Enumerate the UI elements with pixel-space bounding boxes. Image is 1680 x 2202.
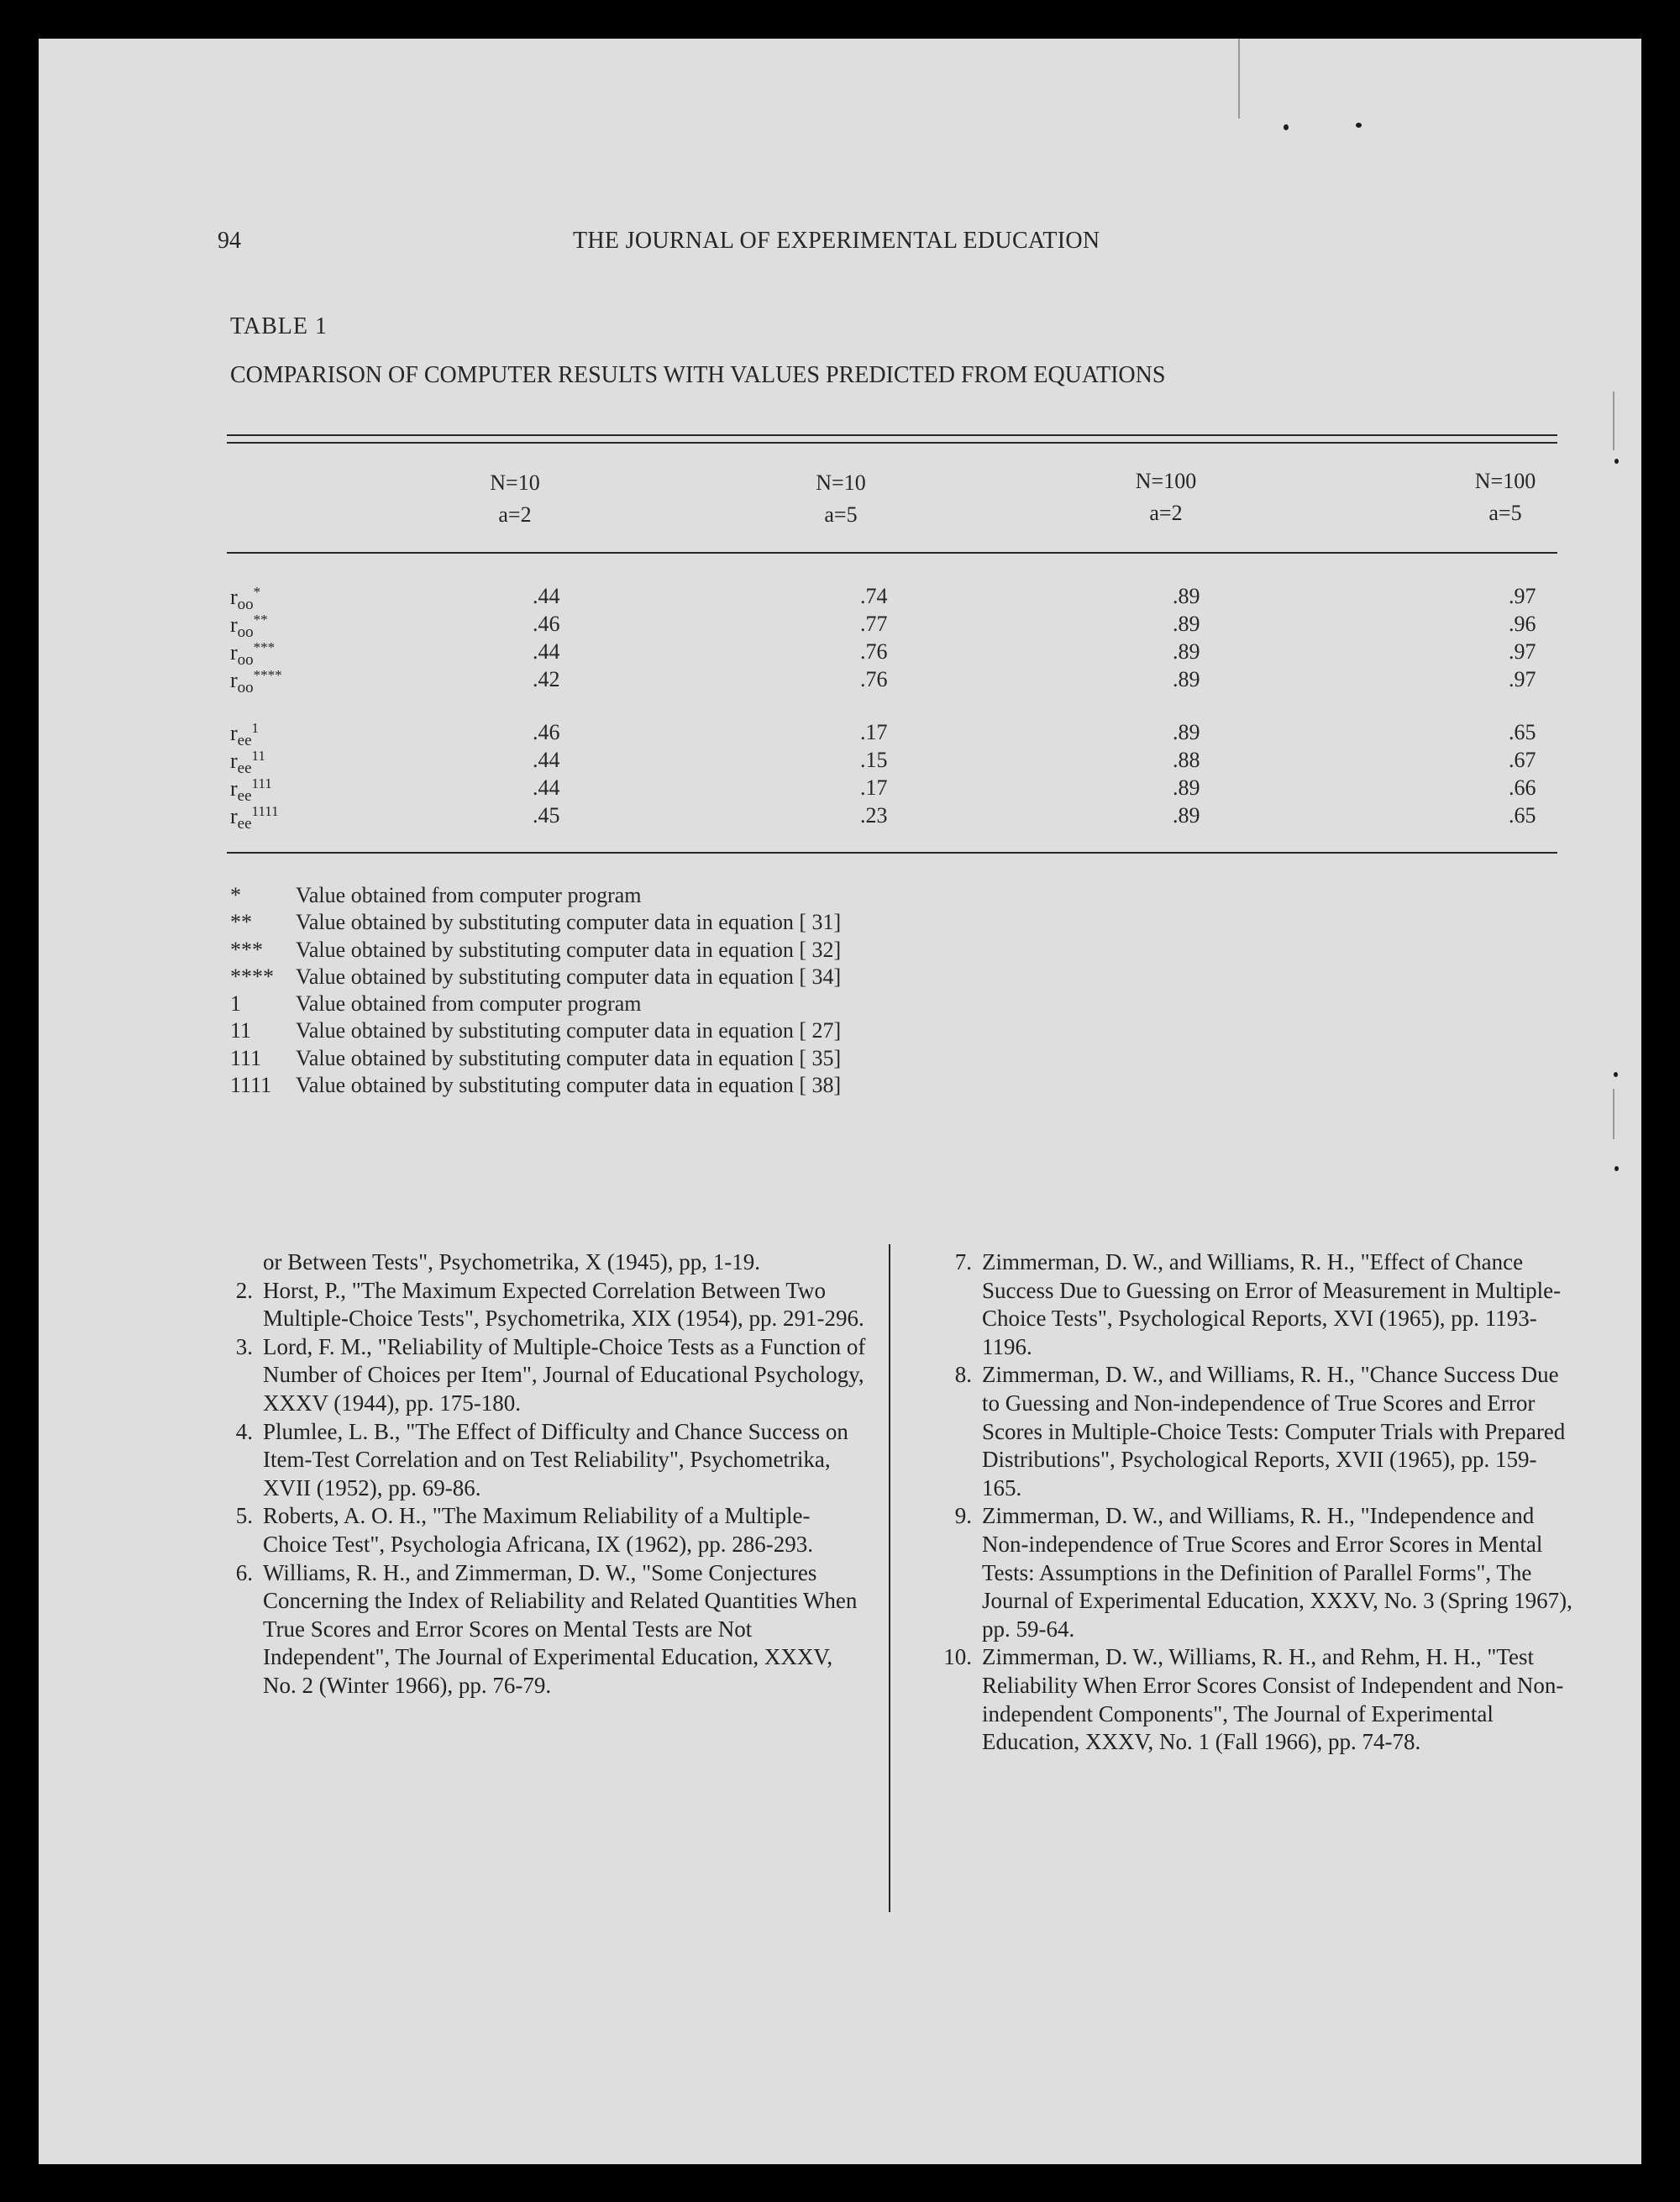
row-label: [230, 803, 279, 833]
reference-text: Zimmerman, D. W., and Williams, R. H., "Chance Success Due to Guessing and Non-independence of True Scores and Error Scores in Multiple-Choice Tests: Computer Trials with Prepared Distributions", Psychological Reports, XVII (1965), pp. 159-165.: [982, 1362, 1566, 1500]
row-label-sup: ****: [253, 667, 282, 683]
scan-speck: [1614, 1072, 1618, 1077]
scan-speck: [1614, 459, 1619, 464]
row-label: [230, 748, 265, 778]
column-header: [431, 467, 599, 531]
reference-text: Horst, P., "The Maximum Expected Correlation Between Two Multiple-Choice Tests", Psychometrika, XIX (1954), pp. 291-296.: [263, 1277, 864, 1332]
row-label-sup: 1111: [251, 803, 279, 819]
footnote-text: Value obtained by substituting computer data in equation [ 31]: [296, 910, 842, 935]
table-cell: .96: [1509, 612, 1536, 636]
scan-streak: [1613, 1089, 1614, 1139]
table-top-rule: [227, 442, 1557, 444]
table-header-rule: [227, 552, 1557, 554]
footnote-mark: 111: [230, 1045, 262, 1070]
table-row: [227, 612, 1557, 639]
footnote-mark: 11: [230, 1018, 252, 1043]
table-cell: .89: [1173, 639, 1200, 664]
reference-number: 2.: [235, 1277, 253, 1303]
row-label-base: r: [230, 640, 238, 665]
column-header: [757, 467, 925, 531]
table-cell: .97: [1509, 639, 1536, 664]
column-header: [1082, 465, 1250, 529]
row-label: [230, 775, 272, 806]
row-label-sup: **: [253, 612, 268, 628]
table-cell: .44: [533, 584, 560, 608]
row-label-sup: 111: [251, 775, 272, 791]
table-cell: .89: [1173, 584, 1200, 608]
table-cell: .45: [533, 803, 560, 828]
table-cell: .42: [533, 667, 560, 691]
reference-number: 8.: [954, 1362, 972, 1388]
footnote: [230, 991, 841, 1017]
row-label-base: r: [230, 612, 238, 637]
row-label-base: r: [230, 749, 238, 773]
column-a: a=2: [498, 502, 532, 527]
table-cell: .89: [1173, 775, 1200, 800]
table-cell: .46: [533, 612, 560, 636]
reference-number: 4.: [235, 1418, 253, 1444]
footnote: [230, 909, 841, 936]
table-cell: .89: [1173, 667, 1200, 691]
reference-number: 9.: [954, 1503, 972, 1529]
footnote: [230, 964, 841, 991]
table-cell: .89: [1173, 612, 1200, 636]
reference-number: 10.: [943, 1644, 972, 1670]
footnote: [230, 1072, 841, 1099]
footnote-mark: 1111: [230, 1073, 272, 1098]
column-a: a=5: [1488, 501, 1522, 525]
reference-text: or Between Tests", Psychometrika, X (1945), pp, 1-19.: [263, 1249, 761, 1274]
table-cell: .89: [1173, 720, 1200, 744]
column-divider: [889, 1244, 890, 1912]
reference-text: Williams, R. H., and Zimmerman, D. W., "Some Conjectures Concerning the Index of Reliability and Related Quantities When True Scores and Error Scores on Mental Tests are Not Independent", The Journal of Experimental Education, XXXV, No. 2 (Winter 1966), pp. 76-79.: [263, 1559, 858, 1698]
row-label-sub: ee: [237, 815, 252, 833]
reference-text: Zimmerman, D. W., Williams, R. H., and Rehm, H. H., "Test Reliability When Error Scores Consist of Independent and Non-independent Components", The Journal of Experimental Education, XXXV, No. 1 (Fall 1966), pp. 74-78.: [982, 1644, 1564, 1755]
table-cell: .46: [533, 720, 560, 744]
scan-speck: [1284, 124, 1289, 130]
table-cell: .44: [533, 775, 560, 800]
table-cell: .88: [1173, 748, 1200, 772]
reference-number: 5.: [235, 1503, 253, 1529]
scanned-page: [39, 39, 1641, 2164]
references-left-column: [218, 1248, 866, 1700]
table-cell: .67: [1509, 748, 1536, 772]
column-a: a=2: [1149, 501, 1183, 525]
column-n: N=10: [816, 470, 866, 495]
footnote-mark: 1: [230, 991, 241, 1017]
table-cell: .66: [1509, 775, 1536, 800]
reference-entry: [937, 1502, 1575, 1643]
row-label-sup: 11: [251, 748, 265, 764]
reference-text: Roberts, A. O. H., "The Maximum Reliability of a Multiple-Choice Test", Psychologia Africana, IX (1962), pp. 286-293.: [263, 1503, 814, 1557]
reference-text: Lord, F. M., "Reliability of Multiple-Choice Tests as a Function of Number of Choices per Item", Journal of Educational Psychology, XXXV (1944), pp. 175-180.: [263, 1333, 866, 1416]
scan-streak: [1238, 39, 1240, 118]
row-label: [230, 639, 275, 670]
references-right-column: [937, 1248, 1575, 1757]
row-label-sup: ***: [253, 639, 276, 655]
footnote-text: Value obtained from computer program: [296, 883, 642, 907]
table-title: COMPARISON OF COMPUTER RESULTS WITH VALUES PREDICTED FROM EQUATIONS: [230, 362, 1166, 388]
row-label-base: r: [230, 776, 238, 801]
table-cell: .76: [860, 667, 888, 691]
table-cell: .17: [860, 720, 888, 744]
reference-number: 7.: [954, 1249, 972, 1274]
footnote-mark: ****: [230, 964, 274, 989]
page-number: 94: [218, 228, 241, 254]
scan-speck: [1356, 123, 1362, 128]
footnote-mark: **: [230, 910, 252, 935]
reference-entry: [218, 1418, 866, 1503]
row-label-sub: oo: [237, 623, 254, 641]
table-row: [227, 639, 1557, 669]
reference-entry: [218, 1559, 866, 1700]
row-label: [230, 584, 260, 614]
reference-entry: [218, 1502, 866, 1558]
table-cell: .17: [860, 775, 888, 800]
reference-text: Plumlee, L. B., "The Effect of Difficulty and Chance Success on Item-Test Correlation and on Test Reliability", Psychometrika, XVII (1952), pp. 69-86.: [263, 1418, 848, 1500]
reference-entry: [218, 1333, 866, 1418]
row-label: [230, 612, 268, 642]
row-label-base: r: [230, 668, 238, 692]
table-cell: .15: [860, 748, 888, 772]
reference-number: 6.: [235, 1559, 253, 1585]
column-n: N=100: [1135, 469, 1197, 493]
footnote-text: Value obtained by substituting computer data in equation [ 32]: [296, 937, 842, 962]
footnote-mark: *: [230, 883, 241, 907]
reference-entry: [937, 1361, 1575, 1502]
row-label-sub: oo: [237, 651, 254, 669]
footnote: [230, 937, 841, 964]
journal-title: THE JOURNAL OF EXPERIMENTAL EDUCATION: [573, 228, 1100, 254]
row-label: [230, 667, 282, 697]
table-row: [227, 584, 1557, 611]
table-row: [227, 720, 1557, 747]
reference-text: Zimmerman, D. W., and Williams, R. H., "Independence and Non-independence of True Scores and Error Scores in Mental Tests: Assumptions in the Definition of Parallel Forms", The Journal of Experimental Education, XXXV, No. 3 (Spring 1967), pp. 59-64.: [982, 1503, 1572, 1642]
table-cell: .65: [1509, 720, 1536, 744]
scan-streak: [1613, 392, 1614, 450]
reference-entry: [937, 1248, 1575, 1361]
table-row: [227, 667, 1557, 694]
table-cell: .97: [1509, 667, 1536, 691]
table-top-rule: [227, 434, 1557, 436]
footnote-text: Value obtained by substituting computer data in equation [ 34]: [296, 964, 842, 989]
row-label-sub: ee: [237, 759, 252, 777]
table-label: TABLE 1: [230, 313, 328, 339]
table-cell: .65: [1509, 803, 1536, 828]
table-row: [227, 775, 1557, 805]
table-cell: .23: [860, 803, 888, 828]
table-cell: .44: [533, 748, 560, 772]
row-label-base: r: [230, 721, 238, 745]
column-n: N=100: [1474, 469, 1536, 493]
footnote: [230, 1017, 841, 1044]
table-cell: .74: [860, 584, 888, 608]
footnote-text: Value obtained by substituting computer data in equation [ 27]: [296, 1018, 842, 1043]
column-n: N=10: [490, 470, 540, 495]
footnote-text: Value obtained by substituting computer data in equation [ 38]: [296, 1073, 842, 1098]
row-label-sup: 1: [251, 720, 260, 736]
table-cell: .97: [1509, 584, 1536, 608]
reference-entry: [937, 1643, 1575, 1756]
footnote-mark: ***: [230, 937, 263, 962]
reference-entry: [218, 1277, 866, 1333]
column-header: [1421, 465, 1589, 529]
reference-number: 3.: [235, 1333, 253, 1359]
footnote: [230, 882, 841, 909]
row-label-sup: *: [253, 584, 261, 600]
reference-entry: [218, 1248, 866, 1277]
row-label-sub: ee: [237, 732, 252, 749]
table-cell: .89: [1173, 803, 1200, 828]
table-cell: .76: [860, 639, 888, 664]
footnote: [230, 1045, 841, 1072]
footnote-text: Value obtained from computer program: [296, 991, 642, 1017]
row-label-sub: oo: [237, 596, 254, 613]
row-label-sub: ee: [237, 787, 252, 805]
footnote-text: Value obtained by substituting computer data in equation [ 35]: [296, 1045, 842, 1070]
reference-text: Zimmerman, D. W., and Williams, R. H., "Effect of Chance Success Due to Guessing on Error of Measurement in Multiple-Choice Tests", Psychological Reports, XVI (1965), pp. 1193-1196.: [982, 1249, 1562, 1359]
table-cell: .77: [860, 612, 888, 636]
row-label: [230, 720, 259, 750]
table-bottom-rule: [227, 852, 1557, 854]
row-label-base: r: [230, 804, 238, 828]
scan-speck: [1614, 1166, 1619, 1171]
row-label-sub: oo: [237, 679, 254, 696]
table-row: [227, 748, 1557, 775]
row-label-base: r: [230, 585, 238, 609]
column-a: a=5: [824, 502, 858, 527]
table-cell: .44: [533, 639, 560, 664]
table-row: [227, 803, 1557, 833]
table-footnotes: [230, 882, 841, 1099]
